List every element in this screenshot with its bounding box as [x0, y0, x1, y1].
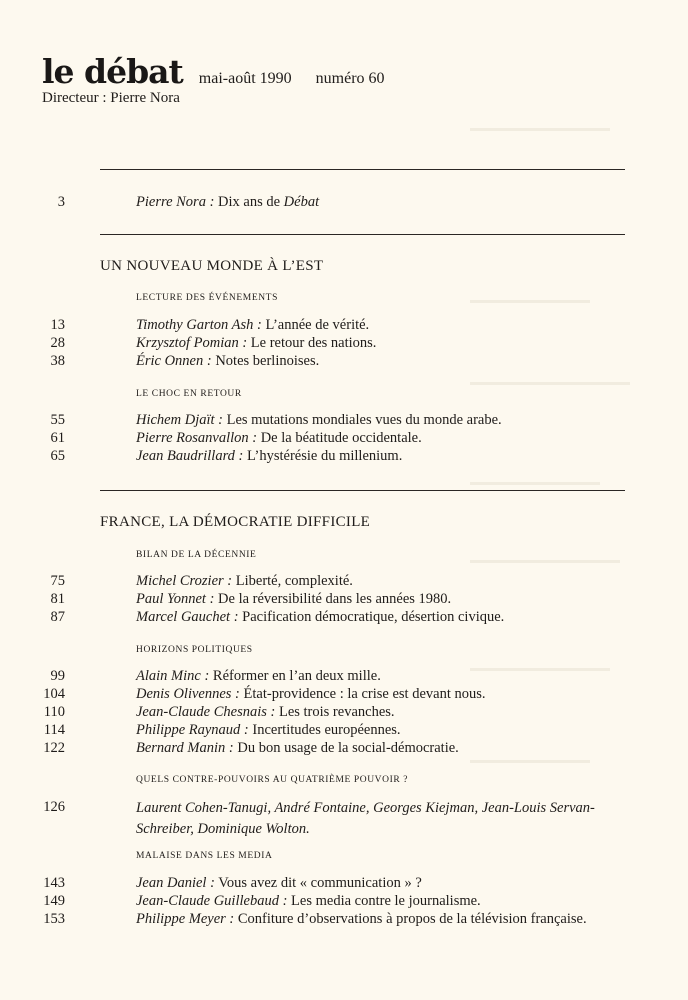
bleed-through-line	[470, 760, 590, 763]
bleed-through-line	[470, 128, 610, 131]
entry-text	[136, 447, 402, 465]
entry-title: État-providence : la crise est devant nous.	[239, 686, 486, 702]
page-number: 114	[43, 722, 65, 738]
entry-title: Les trois revanches.	[275, 704, 395, 720]
entry-author: Laurent Cohen-Tanugi, André Fontaine, Georges Kiejman, Jean-Louis Servan-Schreiber, Dominique Wolton.	[136, 800, 595, 837]
entry-author: Michel Crozier :	[136, 573, 233, 589]
divider-rule	[100, 169, 625, 170]
entry-title: Pacification démocratique, désertion civique.	[238, 609, 505, 625]
entry-text	[136, 334, 376, 352]
subheading: BILAN DE LA DÉCENNIE	[136, 550, 257, 560]
entry-title: Réformer en l’an deux mille.	[209, 668, 381, 684]
page-number: 104	[43, 686, 65, 702]
entry-title: Le retour des nations.	[247, 335, 377, 351]
subheading: LECTURE DES ÉVÉNEMENTS	[136, 293, 278, 303]
page-number: 122	[43, 740, 65, 756]
entry-author: Krzysztof Pomian :	[136, 335, 248, 351]
entry-text	[136, 316, 369, 334]
entry-text	[136, 798, 616, 840]
entry-title: Liberté, complexité.	[232, 573, 353, 589]
entry-author: Philippe Raynaud :	[136, 722, 249, 738]
entry-text	[136, 739, 459, 757]
bleed-through-line	[470, 300, 590, 303]
page-number: 149	[43, 893, 65, 909]
entry-text	[136, 892, 481, 910]
entry-author: Pierre Rosanvallon :	[136, 430, 258, 446]
entry-text	[136, 910, 587, 928]
page-number: 81	[50, 591, 65, 607]
entry-text	[136, 721, 401, 739]
subheading: QUELS CONTRE-POUVOIRS AU QUATRIÈME POUVOIR ?	[136, 775, 409, 785]
section-heading: UN NOUVEAU MONDE À L’EST	[100, 258, 324, 274]
entry-title: Notes berlinoises.	[211, 353, 320, 369]
entry-title-italic: Débat	[283, 194, 320, 210]
entry-author: Alain Minc :	[136, 668, 210, 684]
entry-author: Jean-Claude Guillebaud :	[136, 893, 288, 909]
entry-author: Éric Onnen :	[136, 353, 212, 369]
page-number: 126	[43, 799, 65, 815]
journal-logo: le débat	[42, 52, 183, 91]
entry-author: Timothy Garton Ash :	[136, 317, 262, 333]
entry-text	[136, 572, 353, 590]
page-number: 28	[50, 335, 65, 351]
entry-author: Pierre Nora :	[136, 194, 215, 210]
entry-title: Confiture d’observations à propos de la télévision française.	[234, 911, 587, 927]
divider-rule	[100, 490, 625, 491]
page-number: 87	[50, 609, 65, 625]
page-number: 75	[50, 573, 65, 589]
issue-date: mai-août 1990	[198, 70, 292, 87]
entry-text	[136, 667, 381, 685]
entry-author: Jean-Claude Chesnais :	[136, 704, 276, 720]
page-number: 110	[43, 704, 65, 720]
entry-text	[136, 590, 451, 608]
entry-title: De la béatitude occidentale.	[257, 430, 422, 446]
page-number: 13	[50, 317, 65, 333]
entry-title: L’année de vérité.	[261, 317, 370, 333]
entry-author: Denis Olivennes :	[136, 686, 240, 702]
entry-text	[136, 352, 319, 370]
entry-text	[136, 411, 502, 429]
director-line: Directeur : Pierre Nora	[42, 90, 180, 106]
page-number: 38	[50, 353, 65, 369]
entry-author: Marcel Gauchet :	[136, 609, 239, 625]
entry-title: L’hystérésie du millenium.	[243, 448, 403, 464]
subheading: LE CHOC EN RETOUR	[136, 389, 242, 399]
section-heading: FRANCE, LA DÉMOCRATIE DIFFICILE	[100, 514, 371, 530]
entry-text	[136, 193, 319, 211]
page-number: 61	[50, 430, 65, 446]
entry-text	[136, 429, 422, 447]
entry-title: Vous avez dit « communication » ?	[214, 875, 422, 891]
divider-rule	[100, 234, 625, 235]
entry-title: Du bon usage de la social-démocratie.	[233, 740, 459, 756]
entry-text	[136, 703, 395, 721]
bleed-through-line	[470, 668, 610, 671]
entry-text	[136, 685, 486, 703]
masthead	[42, 52, 385, 91]
entry-author: Philippe Meyer :	[136, 911, 235, 927]
page-number: 99	[50, 668, 65, 684]
page-number: 65	[50, 448, 65, 464]
entry-title: Les media contre le journalisme.	[287, 893, 481, 909]
subheading: HORIZONS POLITIQUES	[136, 645, 253, 655]
subheading: MALAISE DANS LES MEDIA	[136, 851, 273, 861]
page-number: 143	[43, 875, 65, 891]
page-number: 55	[50, 412, 65, 428]
page-number: 3	[57, 194, 65, 210]
entry-author: Paul Yonnet :	[136, 591, 215, 607]
entry-author: Hichem Djaït :	[136, 412, 223, 428]
bleed-through-line	[470, 482, 600, 485]
entry-author: Bernard Manin :	[136, 740, 234, 756]
entry-title: Incertitudes européennes.	[248, 722, 401, 738]
entry-title: Les mutations mondiales vues du monde arabe.	[222, 412, 502, 428]
bleed-through-line	[470, 560, 620, 563]
entry-title: Dix ans de	[214, 194, 284, 210]
page-number: 153	[43, 911, 65, 927]
entry-text	[136, 874, 422, 892]
entry-text	[136, 608, 504, 626]
bleed-through-line	[470, 382, 630, 385]
entry-author: Jean Daniel :	[136, 875, 215, 891]
entry-author: Jean Baudrillard :	[136, 448, 244, 464]
entry-title: De la réversibilité dans les années 1980.	[214, 591, 452, 607]
issue-number: numéro 60	[315, 70, 385, 87]
